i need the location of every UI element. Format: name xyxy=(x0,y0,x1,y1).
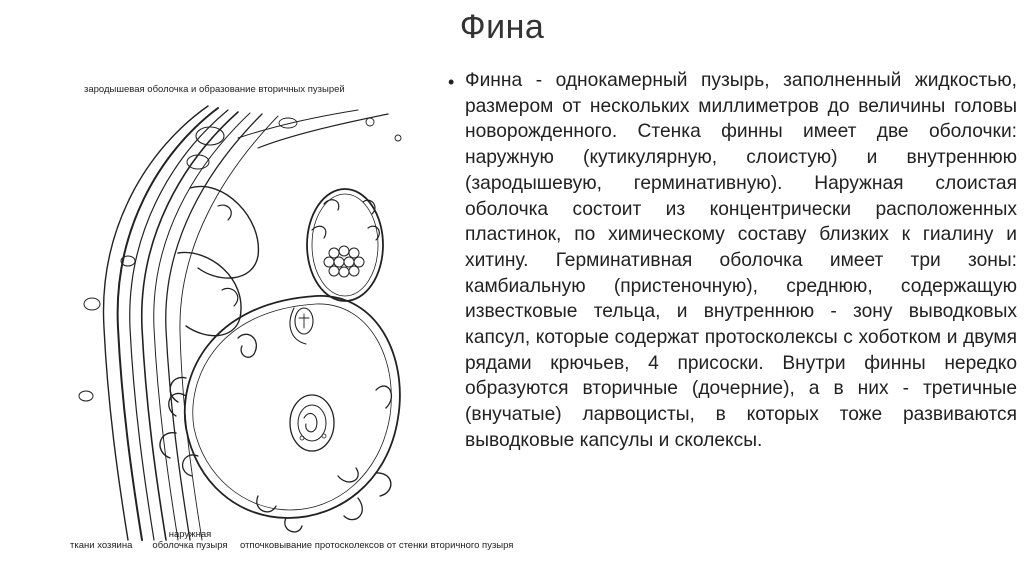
figure-label-outer-membrane: наружная оболочка пузыря xyxy=(152,529,228,551)
slide-title: Фина xyxy=(459,8,545,46)
bullet-marker: • xyxy=(448,72,455,92)
bullet-text: Финна - однокамерный пузырь, заполненный жидкостью, размером от нескольких миллиметров до величины головы новорожденного. Стенка финны имеет две оболочки: наружную (кутикулярную, слоистую) и внутреннюю (зародышевую, герминативную). Наружная слоистая оболочка состоит из концентрически расположенных пластинок, по химическому составу близких к гиалину и хитину. Герминативная оболочка имеет три зоны: камбиальную (пристеночную), среднюю, содержащую известковые тельца, и внутреннюю - зону выводковых капсул, которые содержат протосколексы с хоботком и двумя рядами крючьев, 4 присоски. Внутри финны нередко образуются вторичные (дочерние), а в них - третичные (внучатые) ларвоцисты, в которых тоже развиваются выводковые капсулы и сколексы. xyxy=(465,70,1017,451)
figure-label-budding: отпочковывание протосколексов от стенки вторичного пузыря xyxy=(240,540,514,551)
figure-label-host-tissue: ткани хозяина xyxy=(70,540,133,551)
figure-label-germinal-layer: зародышевая оболочка и образование вторичных пузырей xyxy=(84,84,345,95)
cyst-drawing xyxy=(58,78,468,558)
echinococcus-cyst-illustration xyxy=(58,78,514,558)
text-content xyxy=(448,68,1018,454)
